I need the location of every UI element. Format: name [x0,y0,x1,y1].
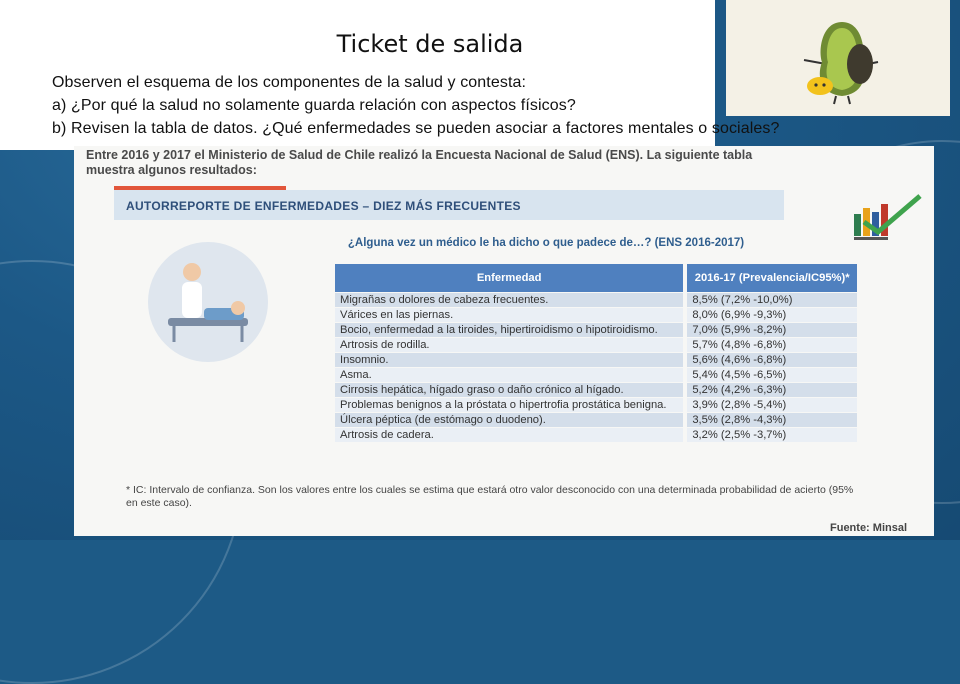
disease-cell: Cirrosis hepática, hígado graso o daño crónico al hígado. [335,383,683,397]
doctor-patient-illustration [148,242,268,362]
disease-cell: Insomnio. [335,353,683,367]
table-row [335,338,857,352]
survey-question: ¿Alguna vez un médico le ha dicho o que padece de…? (ENS 2016-2017) [347,237,745,249]
disease-cell: Problemas benignos a la próstata o hipertrofia prostática benigna. [335,398,683,412]
slide-title: Ticket de salida [336,30,524,58]
instruction-line: Observen el esquema de los componentes de la salud y contesta: [52,74,527,91]
disease-cell: Asma. [335,368,683,382]
footnote: * IC: Intervalo de confianza. Son los valores entre los cuales se estima que estará otro valor desconocido con una determinada probabilidad de acierto (95% en este caso). [126,484,854,509]
prevalence-cell: 7,0% (5,9% -8,2%) [683,323,857,337]
disease-cell: Várices en las piernas. [335,308,683,322]
question-b: b) Revisen la tabla de datos. ¿Qué enfermedades se pueden asociar a factores mentales o sociales? [52,120,780,137]
column-header-disease: Enfermedad [335,264,683,292]
table-row [335,293,857,307]
table-row [335,383,857,397]
document-intro: Entre 2016 y 2017 el Ministerio de Salud de Chile realizó la Encuesta Nacional de Salud (ENS). La siguiente tabla muestra algunos resultados: [86,148,753,177]
table-row [335,368,857,382]
table-row [335,323,857,337]
diseases-table [335,263,857,443]
table-header-row [335,264,857,292]
prevalence-cell: 3,2% (2,5% -3,7%) [683,428,857,442]
prevalence-cell: 5,6% (4,6% -6,8%) [683,353,857,367]
disease-cell: Migrañas o dolores de cabeza frecuentes. [335,293,683,307]
column-header-prevalence: 2016-17 (Prevalencia/IC95%)* [683,264,857,292]
avocado-icon [726,0,950,116]
prevalence-cell: 5,7% (4,8% -6,8%) [683,338,857,352]
prevalence-cell: 8,0% (6,9% -9,3%) [683,308,857,322]
disease-cell: Bocio, enfermedad a la tiroides, hipertiroidismo o hipotiroidismo. [335,323,683,337]
question-a: a) ¿Por qué la salud no solamente guarda relación con aspectos físicos? [52,97,576,114]
prevalence-cell: 8,5% (7,2% -10,0%) [683,293,857,307]
prevalence-cell: 5,4% (4,5% -6,5%) [683,368,857,382]
table-row [335,398,857,412]
disease-cell: Úlcera péptica (de estómago o duodeno). [335,413,683,427]
prevalence-cell: 3,9% (2,8% -5,4%) [683,398,857,412]
source-label: Fuente: Minsal [830,522,908,534]
table-row [335,428,857,442]
disease-cell: Artrosis de rodilla. [335,338,683,352]
doctor-patient-icon [148,242,268,362]
prevalence-cell: 3,5% (2,8% -4,3%) [683,413,857,427]
bar-chart-icon [850,192,926,242]
survey-document [74,146,934,536]
table-row [335,353,857,367]
section-title: AUTORREPORTE DE ENFERMEDADES – DIEZ MÁS FRECUENTES [126,199,521,213]
table-row [335,308,857,322]
chart-logo [850,192,926,242]
prevalence-cell: 5,2% (4,2% -6,3%) [683,383,857,397]
table-row [335,413,857,427]
disease-cell: Artrosis de cadera. [335,428,683,442]
avocado-illustration [726,0,950,116]
